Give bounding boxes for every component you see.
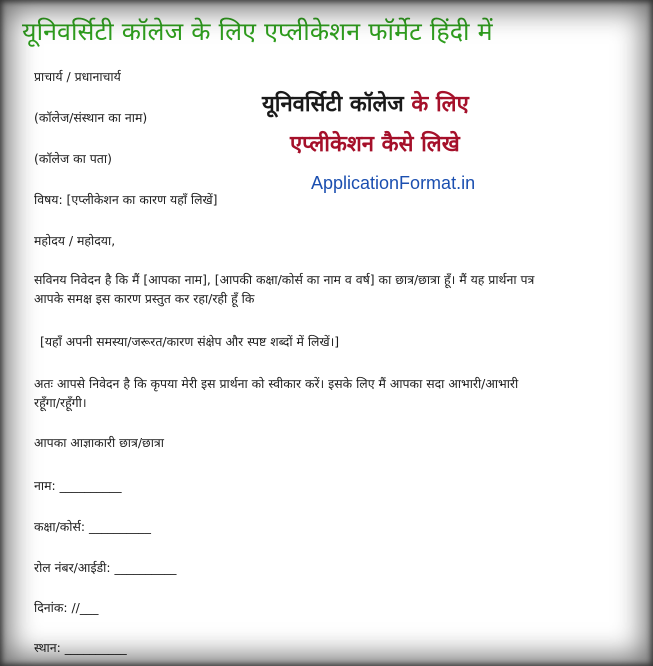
site-watermark: ApplicationFormat.in bbox=[311, 173, 476, 193]
overlay-heading-part-red: के लिए bbox=[403, 92, 469, 117]
subject-line: विषय: [एप्लीकेशन का कारण यहाँ लिखें] bbox=[34, 192, 218, 207]
intro-line-1: सविनय निवेदन है कि मैं [आपका नाम], [आपकी कक्षा/कोर्स का नाम व वर्ष] का छात्र/छात्रा हूँ। मैं यह प्रार्थना पत्र bbox=[34, 272, 535, 287]
page-title: यूनिवर्सिटी कॉलेज के लिए एप्लीकेशन फॉर्मेट हिंदी में bbox=[22, 17, 493, 46]
roll-number-field: रोल नंबर/आईडी: __________ bbox=[34, 560, 177, 575]
overlay-heading-part-dark: यूनिवर्सिटी कॉलेज bbox=[262, 92, 404, 117]
recipient-line: प्राचार्य / प्रधानाचार्य bbox=[34, 69, 121, 84]
salutation-line: महोदय / महोदया, bbox=[34, 233, 116, 248]
intro-paragraph bbox=[34, 270, 614, 308]
intro-line-2: आपके समक्ष इस कारण प्रस्तुत कर रहा/रही हूँ कि bbox=[34, 291, 255, 306]
name-field: नाम: __________ bbox=[34, 478, 122, 493]
request-line-2: रहूँगा/रहूँगी। bbox=[34, 395, 87, 410]
problem-line: [यहाँ अपनी समस्या/जरूरत/कारण संक्षेप और स्पष्ट शब्दों में लिखें।] bbox=[40, 334, 340, 349]
overlay-heading-line-2: एप्लीकेशन कैसे लिखे bbox=[290, 132, 460, 157]
closing-line: आपका आज्ञाकारी छात्र/छात्रा bbox=[34, 435, 164, 450]
college-name-line: (कॉलेज/संस्थान का नाम) bbox=[34, 110, 148, 125]
college-address-line: (कॉलेज का पता) bbox=[34, 151, 112, 166]
request-paragraph bbox=[34, 374, 614, 412]
overlay-heading-line-1 bbox=[262, 88, 469, 118]
class-field: कक्षा/कोर्स: __________ bbox=[34, 519, 151, 534]
place-field: स्थान: __________ bbox=[34, 640, 127, 655]
request-line-1: अतः आपसे निवेदन है कि कृपया मेरी इस प्रार्थना को स्वीकार करें। इसके लिए मैं आपका सदा आभारी/आभारी bbox=[34, 376, 519, 391]
date-field: दिनांक: //___ bbox=[34, 600, 99, 615]
